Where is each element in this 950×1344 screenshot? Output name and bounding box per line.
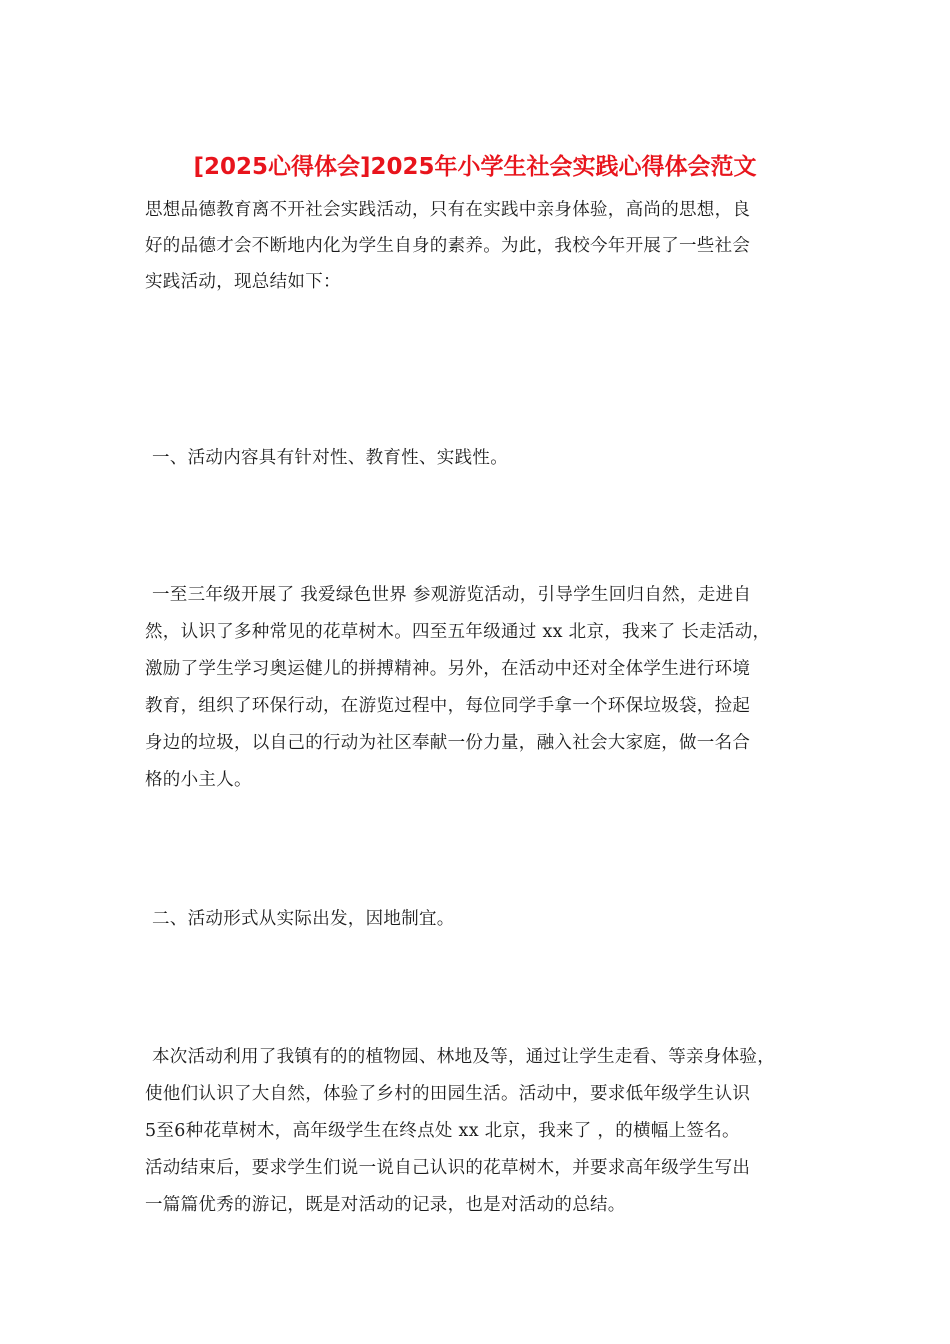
- section-1-line-4: 教育，组织了环保行动，在游览过程中，每位同学手拿一个环保垃圾袋，捡起: [145, 696, 751, 716]
- section-1-line-5: 身边的垃圾，以自己的行动为社区奉献一份力量，融入社会大家庭，做一名合: [145, 733, 751, 753]
- section-2-line-4: 活动结束后，要求学生们说一说自己认识的花草树木，并要求高年级学生写出: [145, 1158, 751, 1178]
- intro-line-2: 好的品德才会不断地内化为学生自身的素养。为此，我校今年开展了一些社会: [145, 236, 751, 256]
- section-2-line-2: 使他们认识了大自然，体验了乡村的田园生活。活动中，要求低年级学生认识: [145, 1084, 751, 1104]
- section-1-line-1: 一至三年级开展了 我爱绿色世界 参观游览活动，引导学生回归自然，走进自: [152, 585, 752, 605]
- section-2-heading: 二、活动形式从实际出发，因地制宜。: [152, 909, 455, 929]
- section-1-line-3: 激励了学生学习奥运健儿的拼搏精神。另外，在活动中还对全体学生进行环境: [145, 659, 751, 679]
- section-1-line-2: 然，认识了多种常见的花草树木。四至五年级通过 xx 北京，我来了 长走活动，: [145, 622, 771, 642]
- section-1-line-6: 格的小主人。: [145, 770, 252, 790]
- section-2-line-3: 5至6种花草树木，高年级学生在终点处 xx 北京，我来了 ，的横幅上签名。: [145, 1121, 740, 1141]
- section-1-heading: 一、活动内容具有针对性、教育性、实践性。: [152, 448, 508, 468]
- intro-line-1: 思想品德教育离不开社会实践活动，只有在实践中亲身体验，高尚的思想，良: [145, 200, 751, 220]
- document-title: [2025心得体会]2025年小学生社会实践心得体会范文: [193, 154, 757, 180]
- intro-line-3: 实践活动，现总结如下：: [145, 272, 341, 292]
- section-2-line-5: 一篇篇优秀的游记，既是对活动的记录，也是对活动的总结。: [145, 1195, 626, 1215]
- section-2-line-1: 本次活动利用了我镇有的的植物园、林地及等，通过让学生走看、等亲身体验，: [152, 1047, 775, 1067]
